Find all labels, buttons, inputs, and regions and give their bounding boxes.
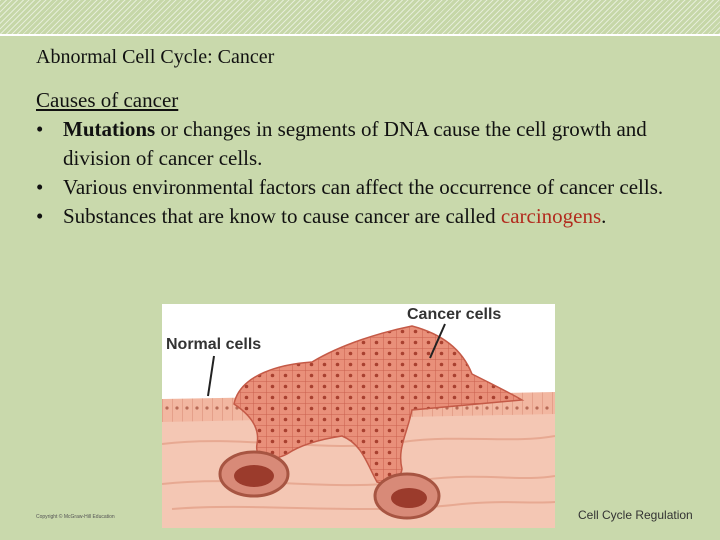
copyright-notice: Copyright © McGraw-Hill Education [36,514,115,520]
cancer-cells-illustration [162,304,555,528]
header-divider [0,34,720,36]
bullet-end: . [601,204,607,228]
bullet-item [36,202,686,231]
bullet-marker: • [36,204,44,228]
bullet-bold-term: Mutations [63,117,156,141]
bullet-marker: • [36,175,44,199]
cancer-cells-label: Cancer cells [407,306,502,323]
slide-title: Abnormal Cell Cycle: Cancer [36,46,275,68]
bullet-text: Substances that are know to cause cancer are called [63,204,501,228]
bullet-marker: • [36,117,44,141]
normal-cells-label: Normal cells [166,336,262,353]
slide-body [36,86,686,231]
header-hatch-pattern [0,0,720,34]
section-heading: Causes of cancer [36,88,179,112]
bullet-text: or changes in segments of DNA cause the cell growth and division of cancer cells. [63,117,647,170]
bullet-item [36,115,686,173]
bullet-item [36,173,686,202]
carcinogens-term: carcinogens [500,204,602,228]
bullet-text: Various environmental factors can affect the occurrence of cancer cells. [63,175,664,199]
footer-label: Cell Cycle Regulation [578,508,693,522]
